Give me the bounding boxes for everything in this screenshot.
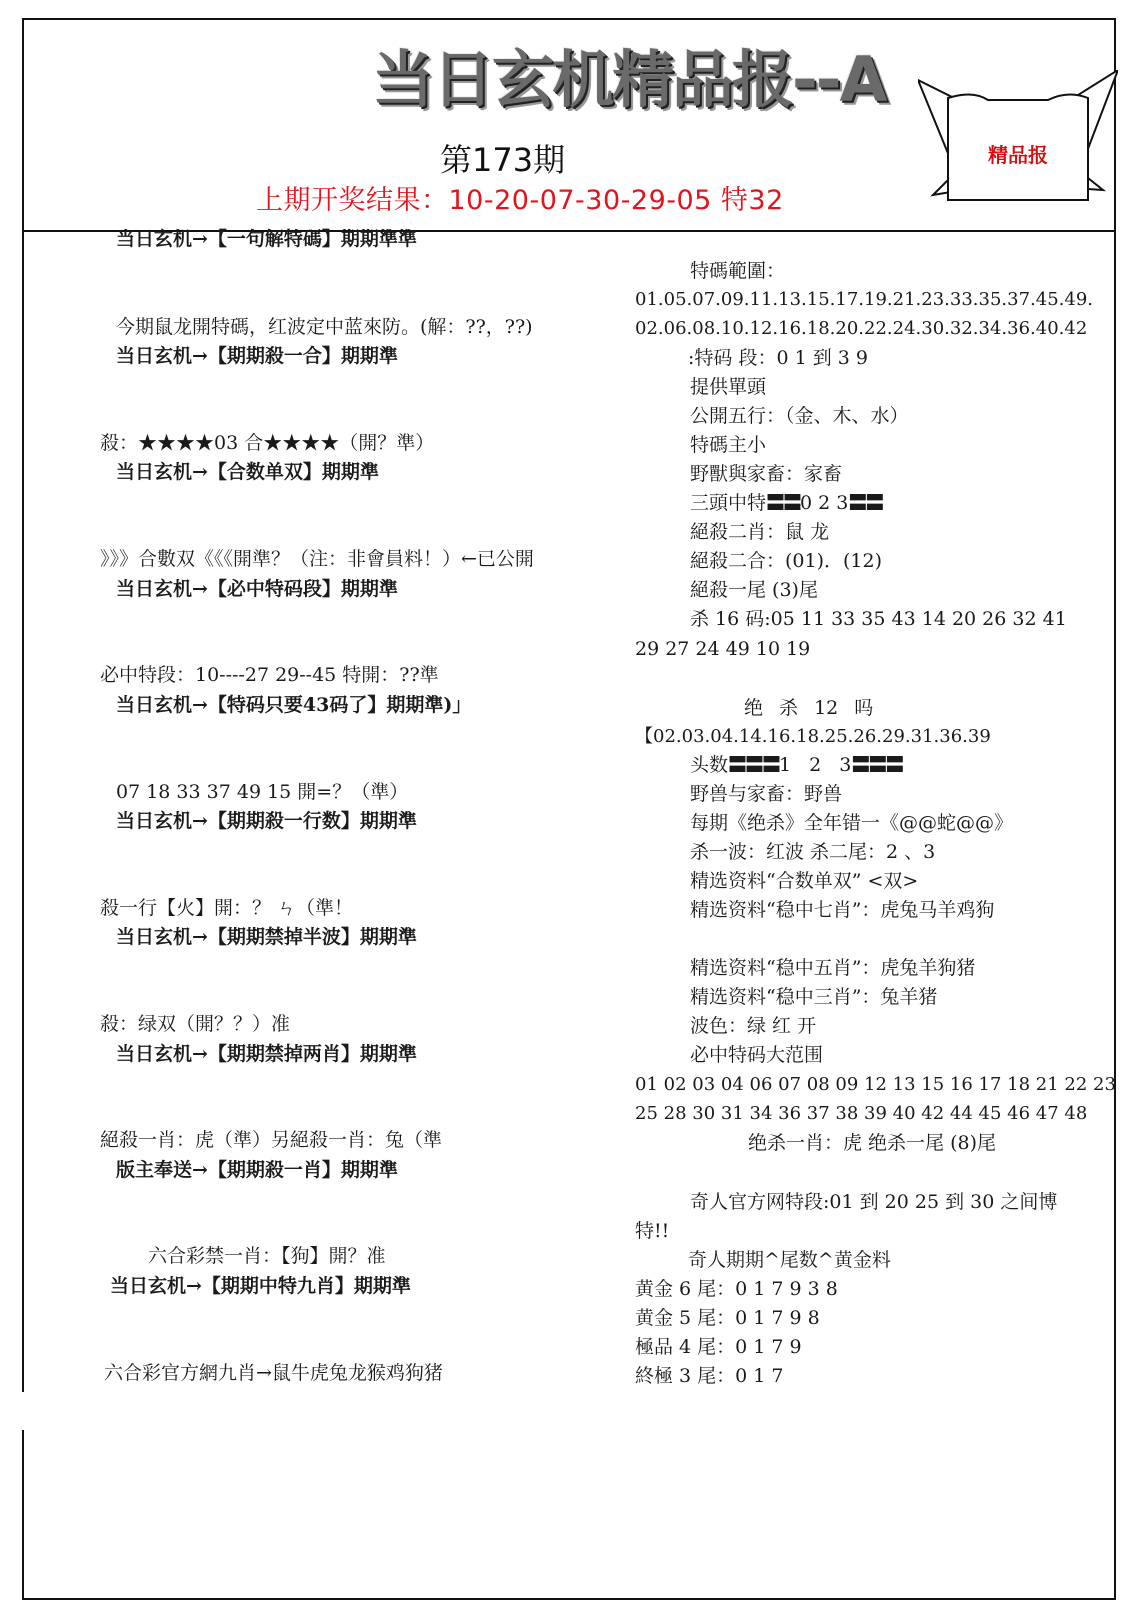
- left-heading-9: 版主奉送→【期期殺一肖】期期準: [116, 1159, 398, 1181]
- left-text-4: 必中特段：10----27 29--45 特開：??準: [100, 664, 439, 686]
- left-text-10: 六合彩官方網九肖→鼠牛虎兔龙猴鸡狗猪: [104, 1362, 443, 1384]
- right-line-29: 绝杀一肖：虎 绝杀一尾 (8)尾: [748, 1132, 996, 1154]
- left-text-9: 六合彩禁一肖：【狗】開？准: [148, 1245, 386, 1267]
- right-line-28: 25 28 30 31 34 36 37 38 39 40 42 44 45 46 47 48: [635, 1103, 1088, 1124]
- left-text-5: 07 18 33 37 49 15 開=？（準）: [116, 781, 409, 803]
- last-draw-result: 上期开奖结果：10-20-07-30-29-05 特32: [256, 185, 784, 216]
- left-heading-4: 当日玄机→【必中特码段】期期準: [116, 578, 398, 600]
- left-heading-6: 当日玄机→【期期殺一行数】期期準: [116, 810, 417, 832]
- right-line-8: 野獸與家畜：家畜: [690, 463, 843, 485]
- stripe-mark: 〓〓: [848, 492, 883, 514]
- three-head-label: 三頭中特: [690, 492, 767, 514]
- right-line-13: 杀 16 码:05 11 33 35 43 14 20 26 32 41: [690, 608, 1067, 630]
- right-line-7: 特碼主小: [690, 434, 767, 456]
- right-line-36: 終極 3 尾：0 1 7: [635, 1365, 784, 1387]
- right-line-6: 公開五行：（金、木、水）: [690, 405, 909, 427]
- head-count-values: 1 2 3: [779, 754, 852, 776]
- right-line-19: 每期《绝杀》全年错一《@@蛇@@》: [690, 812, 1014, 834]
- three-head-values: 0 2 3: [800, 492, 849, 514]
- right-line-5: 提供單頭: [690, 376, 767, 398]
- left-heading-5: 当日玄机→【特码只要43码了】期期準)」: [116, 694, 472, 716]
- badge-label: 精品报: [988, 143, 1048, 167]
- stripe-mark: 〓〓〓: [851, 754, 903, 776]
- issue-number: 第173期: [440, 141, 566, 179]
- page-title: 当日玄机精品报--A: [372, 43, 886, 116]
- right-line-1: 特碼範圍：: [690, 260, 786, 282]
- right-line-20: 杀一波：红波 杀二尾：2 、3: [690, 841, 936, 863]
- stripe-mark: 〓〓〓: [728, 754, 780, 776]
- right-line-27: 01 02 03 04 06 07 08 09 12 13 15 16 17 18 21 22 23: [635, 1074, 1116, 1095]
- left-text-3: 》》》合數双《《《開準？（注：非會員料！）←已公開: [100, 548, 534, 570]
- right-line-35: 極品 4 尾：0 1 7 9: [635, 1336, 802, 1358]
- right-line-2: 01.05.07.09.11.13.15.17.19.21.23.33.35.37.45.49.: [635, 289, 1094, 310]
- left-heading-10: 当日玄机→【期期中特九肖】期期準: [110, 1275, 411, 1297]
- right-line-30: 奇人官方网特段:01 到 20 25 到 30 之间博: [690, 1191, 1058, 1213]
- left-text-6: 殺一行【火】開：？ ㄣ（準！: [100, 897, 354, 919]
- left-text-7: 殺：绿双（開？？）准: [100, 1013, 291, 1035]
- left-heading-7: 当日玄机→【期期禁掉半波】期期準: [116, 926, 417, 948]
- left-text-8: 絕殺一肖：虎（準）另絕殺一肖：兔（準: [100, 1129, 443, 1151]
- right-line-16: 【02.03.04.14.16.18.25.26.29.31.36.39: [635, 726, 991, 747]
- right-line-31: 特!!: [635, 1220, 670, 1242]
- ribbon-badge: [918, 70, 1118, 220]
- right-line-32: 奇人期期^尾数^黄金料: [688, 1249, 891, 1271]
- right-line-3: 02.06.08.10.12.16.18.20.22.24.30.32.34.36.40.42: [635, 318, 1088, 339]
- head-count-label: 头数: [690, 754, 729, 776]
- right-line-22: 精选资料“稳中七肖”：虎兔马羊鸡狗: [690, 899, 995, 921]
- right-line-15: 绝 杀 12 吗: [744, 697, 874, 719]
- right-line-23: 精选资料“稳中五肖”：虎兔羊狗猪: [690, 957, 976, 979]
- left-heading-2: 当日玄机→【期期殺一合】期期準: [116, 345, 398, 367]
- right-line-11: 絕殺二合：(01)．(12): [690, 550, 883, 572]
- right-line-10: 絕殺二肖：鼠 龙: [690, 521, 830, 543]
- right-line-21: 精选资料“合数单双” <双>: [690, 870, 919, 892]
- right-line-25: 波色：绿 红 开: [690, 1015, 817, 1037]
- frame-gap: [22, 1392, 26, 1430]
- left-text-2: 殺：★★★★03 合★★★★（開？準）: [100, 432, 435, 454]
- stripe-mark: 〓〓: [766, 492, 801, 514]
- right-line-24: 精选资料“稳中三肖”：兔羊猪: [690, 986, 938, 1008]
- right-line-18: 野兽与家畜：野兽: [690, 783, 843, 805]
- left-heading-8: 当日玄机→【期期禁掉两肖】期期準: [116, 1043, 417, 1065]
- right-line-4: :特码 段：0 1 到 3 9: [688, 347, 868, 369]
- right-line-12: 絕殺一尾 (3)尾: [690, 579, 818, 601]
- left-heading-3: 当日玄机→【合数单双】期期準: [116, 461, 379, 483]
- right-line-9: [690, 492, 882, 515]
- right-line-34: 黄金 5 尾：0 1 7 9 8: [635, 1307, 820, 1329]
- right-line-14: 29 27 24 49 10 19: [635, 638, 811, 660]
- right-line-26: 必中特码大范围: [690, 1044, 824, 1066]
- right-line-17: [690, 754, 902, 777]
- left-text-1: 今期鼠龙開特碼，红波定中蓝來防。(解：??，??): [116, 316, 533, 338]
- left-heading-1: 当日玄机→【一句解特碼】期期準準: [116, 228, 417, 250]
- right-line-33: 黄金 6 尾：0 1 7 9 3 8: [635, 1278, 838, 1300]
